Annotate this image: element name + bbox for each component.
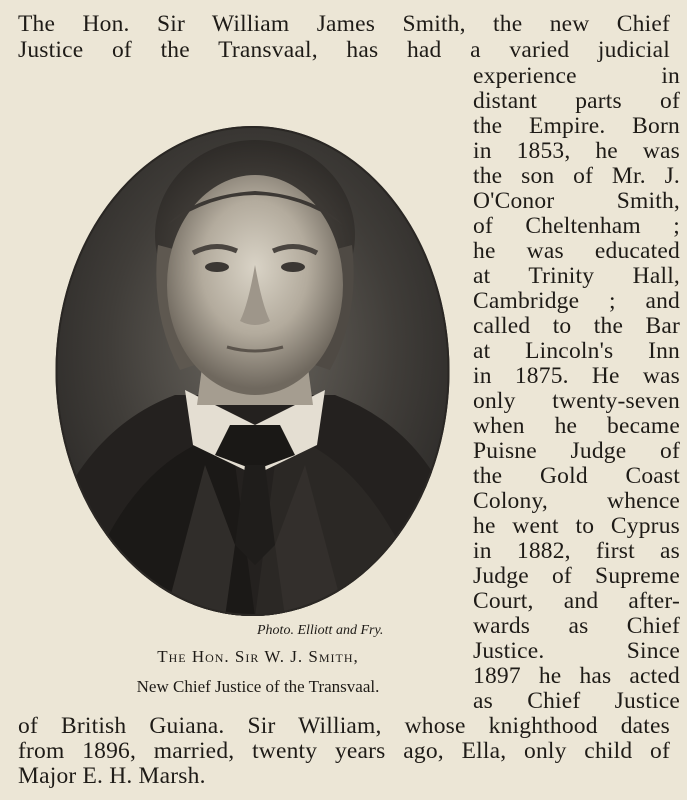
article-line: distant parts of <box>473 88 680 114</box>
article-line: 1897 he has acted <box>473 663 680 689</box>
portrait-caption-title: The Hon. Sir W. J. Smith, <box>157 647 359 666</box>
article-line: when he became <box>473 413 680 439</box>
article-line: he went to Cyprus <box>473 513 680 539</box>
article-line: Puisne Judge of <box>473 438 680 464</box>
article-line: the Gold Coast <box>473 463 680 489</box>
portrait-caption-subtitle: New Chief Justice of the Transvaal. <box>136 677 380 696</box>
article-line: Justice. Since <box>473 638 680 664</box>
article-line: at Trinity Hall, <box>473 263 680 289</box>
article-line: of Cheltenham ; <box>473 213 680 239</box>
article-line: he was educated <box>473 238 680 264</box>
article-line: experience in <box>473 63 680 89</box>
article-line: Judge of Supreme <box>473 563 680 589</box>
photo-credit: Photo. Elliott and Fry. <box>257 623 384 638</box>
article-line: in 1875. He was <box>473 363 680 389</box>
article-line: at Lincoln's Inn <box>473 338 680 364</box>
article-line: Justice of the Transvaal, has had a varied judicial <box>18 37 670 63</box>
article-line: O'Conor Smith, <box>473 188 680 214</box>
article-line: Colony, whence <box>473 488 680 514</box>
article-line: called to the Bar <box>473 313 680 339</box>
article-line: wards as Chief <box>473 613 680 639</box>
article-line: in 1882, first as <box>473 538 680 564</box>
article-line: only twenty-seven <box>473 388 680 414</box>
article-line: the son of Mr. J. <box>473 163 680 189</box>
article-line: as Chief Justice <box>473 688 680 714</box>
portrait-image <box>55 125 450 617</box>
article-line: from 1896, married, twenty years ago, Ella, only child of <box>18 738 670 764</box>
article-line: The Hon. Sir William James Smith, the new Chief <box>18 11 670 37</box>
article-line: Major E. H. Marsh. <box>18 763 206 789</box>
article-line: the Empire. Born <box>473 113 680 139</box>
article-line: of British Guiana. Sir William, whose knighthood dates <box>18 713 670 739</box>
article-line: Court, and after- <box>473 588 680 614</box>
article-line: in 1853, he was <box>473 138 680 164</box>
article-line: Cambridge ; and <box>473 288 680 314</box>
